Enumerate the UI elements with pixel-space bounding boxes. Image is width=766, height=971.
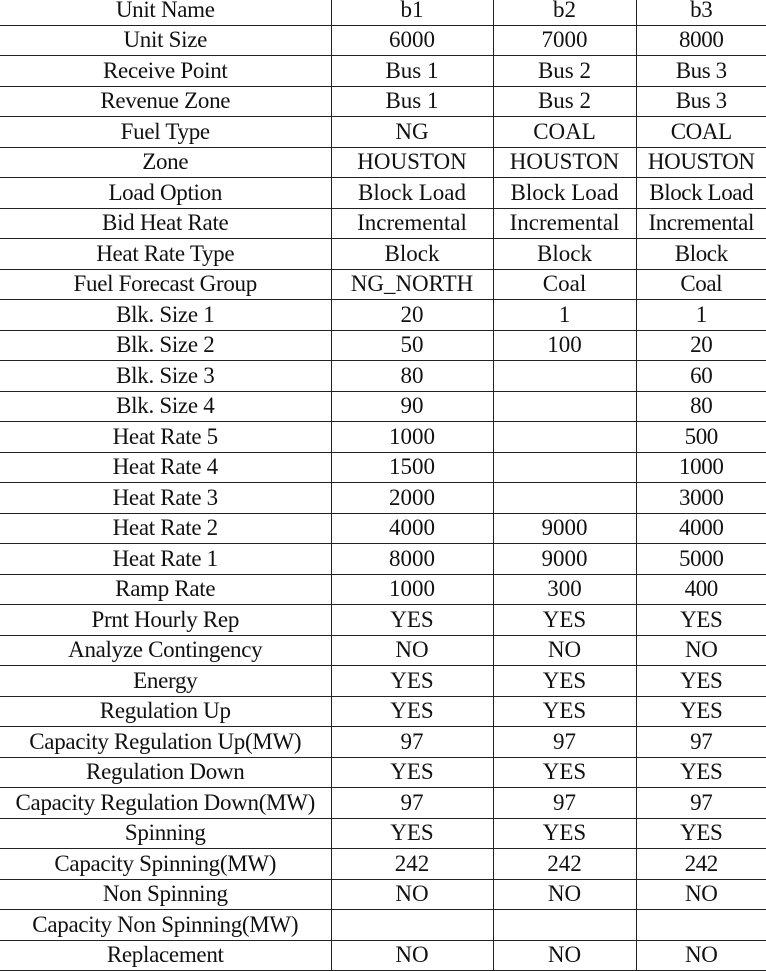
row-label-cell: Energy [0, 666, 331, 697]
row-label-cell: Capacity Spinning(MW) [0, 849, 331, 880]
table-row [0, 544, 766, 575]
unit-b1-value-cell: Incremental [331, 208, 493, 239]
unit-b1-value-cell: NO [331, 940, 493, 971]
unit-b1-value-cell: Block Load [331, 178, 493, 209]
row-label-cell: Revenue Zone [0, 86, 331, 117]
row-label-cell: Unit Size [0, 25, 331, 56]
unit-b2-value-cell [493, 483, 636, 514]
unit-b3-value-cell: 400 [636, 574, 766, 605]
unit-b3-value-cell: 3000 [636, 483, 766, 514]
unit-b3-value-cell: NO [636, 635, 766, 666]
unit-b3-value-cell: HOUSTON [636, 147, 766, 178]
unit-b2-value-cell [493, 910, 636, 941]
unit-b3-value-cell: Bus 3 [636, 56, 766, 87]
unit-b2-value-cell: YES [493, 666, 636, 697]
table-row [0, 178, 766, 209]
table-row [0, 56, 766, 87]
unit-b1-value-cell: YES [331, 666, 493, 697]
unit-b3-value-cell: YES [636, 605, 766, 636]
unit-b3-value-cell: b3 [636, 0, 766, 25]
row-label-cell: Heat Rate 3 [0, 483, 331, 514]
row-label-cell: Analyze Contingency [0, 635, 331, 666]
unit-b1-value-cell: b1 [331, 0, 493, 25]
table-row [0, 0, 766, 25]
unit-b2-value-cell: 9000 [493, 513, 636, 544]
unit-b3-value-cell: 1 [636, 300, 766, 331]
unit-b3-value-cell: 1000 [636, 452, 766, 483]
unit-b1-value-cell: YES [331, 757, 493, 788]
unit-b1-value-cell: 1000 [331, 422, 493, 453]
table-row [0, 818, 766, 849]
unit-b3-value-cell: YES [636, 696, 766, 727]
unit-b2-value-cell: NO [493, 940, 636, 971]
table-row [0, 757, 766, 788]
table-row [0, 696, 766, 727]
row-label-cell: Receive Point [0, 56, 331, 87]
unit-b1-value-cell: 97 [331, 727, 493, 758]
unit-b1-value-cell: 97 [331, 788, 493, 819]
unit-b2-value-cell [493, 361, 636, 392]
unit-b3-value-cell: 4000 [636, 513, 766, 544]
table-row [0, 330, 766, 361]
row-label-cell: Blk. Size 3 [0, 361, 331, 392]
unit-b2-value-cell: NO [493, 635, 636, 666]
unit-b3-value-cell: 5000 [636, 544, 766, 575]
table-row [0, 25, 766, 56]
unit-b3-value-cell [636, 910, 766, 941]
table-row [0, 727, 766, 758]
unit-b3-value-cell: 60 [636, 361, 766, 392]
unit-b1-value-cell: 242 [331, 849, 493, 880]
unit-b1-value-cell: 50 [331, 330, 493, 361]
unit-b3-value-cell: YES [636, 818, 766, 849]
row-label-cell: Capacity Non Spinning(MW) [0, 910, 331, 941]
row-label-cell: Heat Rate 5 [0, 422, 331, 453]
table-row [0, 483, 766, 514]
row-label-cell: Heat Rate 2 [0, 513, 331, 544]
unit-b1-value-cell [331, 910, 493, 941]
unit-b1-value-cell: NO [331, 879, 493, 910]
row-label-cell: Blk. Size 4 [0, 391, 331, 422]
unit-b2-value-cell: Coal [493, 269, 636, 300]
table-row [0, 391, 766, 422]
unit-b3-value-cell: 97 [636, 727, 766, 758]
table-row [0, 361, 766, 392]
unit-b2-value-cell: HOUSTON [493, 147, 636, 178]
unit-b3-value-cell: 20 [636, 330, 766, 361]
unit-b2-value-cell [493, 452, 636, 483]
row-label-cell: Bid Heat Rate [0, 208, 331, 239]
row-label-cell: Heat Rate 1 [0, 544, 331, 575]
table-row [0, 86, 766, 117]
table-row [0, 910, 766, 941]
unit-b2-value-cell: 9000 [493, 544, 636, 575]
row-label-cell: Capacity Regulation Up(MW) [0, 727, 331, 758]
table-row [0, 147, 766, 178]
unit-b1-value-cell: 6000 [331, 25, 493, 56]
unit-b1-value-cell: NG [331, 117, 493, 148]
unit-b2-value-cell: 97 [493, 788, 636, 819]
unit-b3-value-cell: Incremental [636, 208, 766, 239]
unit-b1-value-cell: 20 [331, 300, 493, 331]
row-label-cell: Regulation Up [0, 696, 331, 727]
unit-b3-value-cell: NO [636, 879, 766, 910]
unit-b2-value-cell: 97 [493, 727, 636, 758]
unit-b2-value-cell: Bus 2 [493, 56, 636, 87]
row-label-cell: Load Option [0, 178, 331, 209]
table-row [0, 239, 766, 270]
table-row [0, 849, 766, 880]
unit-b3-value-cell: 8000 [636, 25, 766, 56]
unit-b1-value-cell: NO [331, 635, 493, 666]
unit-b1-value-cell: 4000 [331, 513, 493, 544]
unit-b1-value-cell: NG_NORTH [331, 269, 493, 300]
unit-b3-value-cell: 500 [636, 422, 766, 453]
row-label-cell: Unit Name [0, 0, 331, 25]
unit-b2-value-cell: 1 [493, 300, 636, 331]
row-label-cell: Heat Rate 4 [0, 452, 331, 483]
table-row [0, 269, 766, 300]
table-row [0, 879, 766, 910]
unit-b1-value-cell: YES [331, 818, 493, 849]
table-row [0, 788, 766, 819]
unit-b2-value-cell: NO [493, 879, 636, 910]
row-label-cell: Blk. Size 1 [0, 300, 331, 331]
row-label-cell: Heat Rate Type [0, 239, 331, 270]
unit-b1-value-cell: YES [331, 696, 493, 727]
unit-b2-value-cell: YES [493, 605, 636, 636]
unit-b2-value-cell: b2 [493, 0, 636, 25]
unit-b1-value-cell: HOUSTON [331, 147, 493, 178]
unit-b3-value-cell: 80 [636, 391, 766, 422]
unit-b1-value-cell: Bus 1 [331, 86, 493, 117]
unit-b1-value-cell: 80 [331, 361, 493, 392]
unit-b1-value-cell: Block [331, 239, 493, 270]
row-label-cell: Ramp Rate [0, 574, 331, 605]
row-label-cell: Blk. Size 2 [0, 330, 331, 361]
table-row [0, 452, 766, 483]
row-label-cell: Non Spinning [0, 879, 331, 910]
unit-b1-value-cell: YES [331, 605, 493, 636]
unit-b2-value-cell: Block [493, 239, 636, 270]
table-row [0, 208, 766, 239]
unit-b2-value-cell: Incremental [493, 208, 636, 239]
unit-b2-value-cell: 100 [493, 330, 636, 361]
unit-b3-value-cell: COAL [636, 117, 766, 148]
table-row [0, 666, 766, 697]
table-row [0, 117, 766, 148]
unit-b2-value-cell: YES [493, 696, 636, 727]
unit-b2-value-cell [493, 422, 636, 453]
unit-b1-value-cell: 8000 [331, 544, 493, 575]
unit-b3-value-cell: 242 [636, 849, 766, 880]
unit-b1-value-cell: 90 [331, 391, 493, 422]
table-row [0, 605, 766, 636]
row-label-cell: Fuel Forecast Group [0, 269, 331, 300]
table-row [0, 513, 766, 544]
row-label-cell: Fuel Type [0, 117, 331, 148]
row-label-cell: Capacity Regulation Down(MW) [0, 788, 331, 819]
unit-b3-value-cell: Coal [636, 269, 766, 300]
unit-b1-value-cell: 1000 [331, 574, 493, 605]
row-label-cell: Replacement [0, 940, 331, 971]
row-label-cell: Spinning [0, 818, 331, 849]
unit-b3-value-cell: Bus 3 [636, 86, 766, 117]
unit-b3-value-cell: Block [636, 239, 766, 270]
unit-b1-value-cell: 2000 [331, 483, 493, 514]
table-row [0, 940, 766, 971]
unit-b2-value-cell [493, 391, 636, 422]
unit-b2-value-cell: Bus 2 [493, 86, 636, 117]
unit-b3-value-cell: 97 [636, 788, 766, 819]
table-row [0, 422, 766, 453]
unit-b3-value-cell: NO [636, 940, 766, 971]
row-label-cell: Zone [0, 147, 331, 178]
unit-b2-value-cell: YES [493, 818, 636, 849]
unit-b1-value-cell: 1500 [331, 452, 493, 483]
unit-b2-value-cell: 7000 [493, 25, 636, 56]
row-label-cell: Prnt Hourly Rep [0, 605, 331, 636]
unit-b3-value-cell: Block Load [636, 178, 766, 209]
unit-b2-value-cell: 300 [493, 574, 636, 605]
table-row [0, 574, 766, 605]
unit-b3-value-cell: YES [636, 666, 766, 697]
unit-b1-value-cell: Bus 1 [331, 56, 493, 87]
unit-b2-value-cell: YES [493, 757, 636, 788]
table-row [0, 300, 766, 331]
row-label-cell: Regulation Down [0, 757, 331, 788]
unit-b2-value-cell: 242 [493, 849, 636, 880]
table-row [0, 635, 766, 666]
unit-b2-value-cell: COAL [493, 117, 636, 148]
unit-b3-value-cell: YES [636, 757, 766, 788]
unit-b2-value-cell: Block Load [493, 178, 636, 209]
